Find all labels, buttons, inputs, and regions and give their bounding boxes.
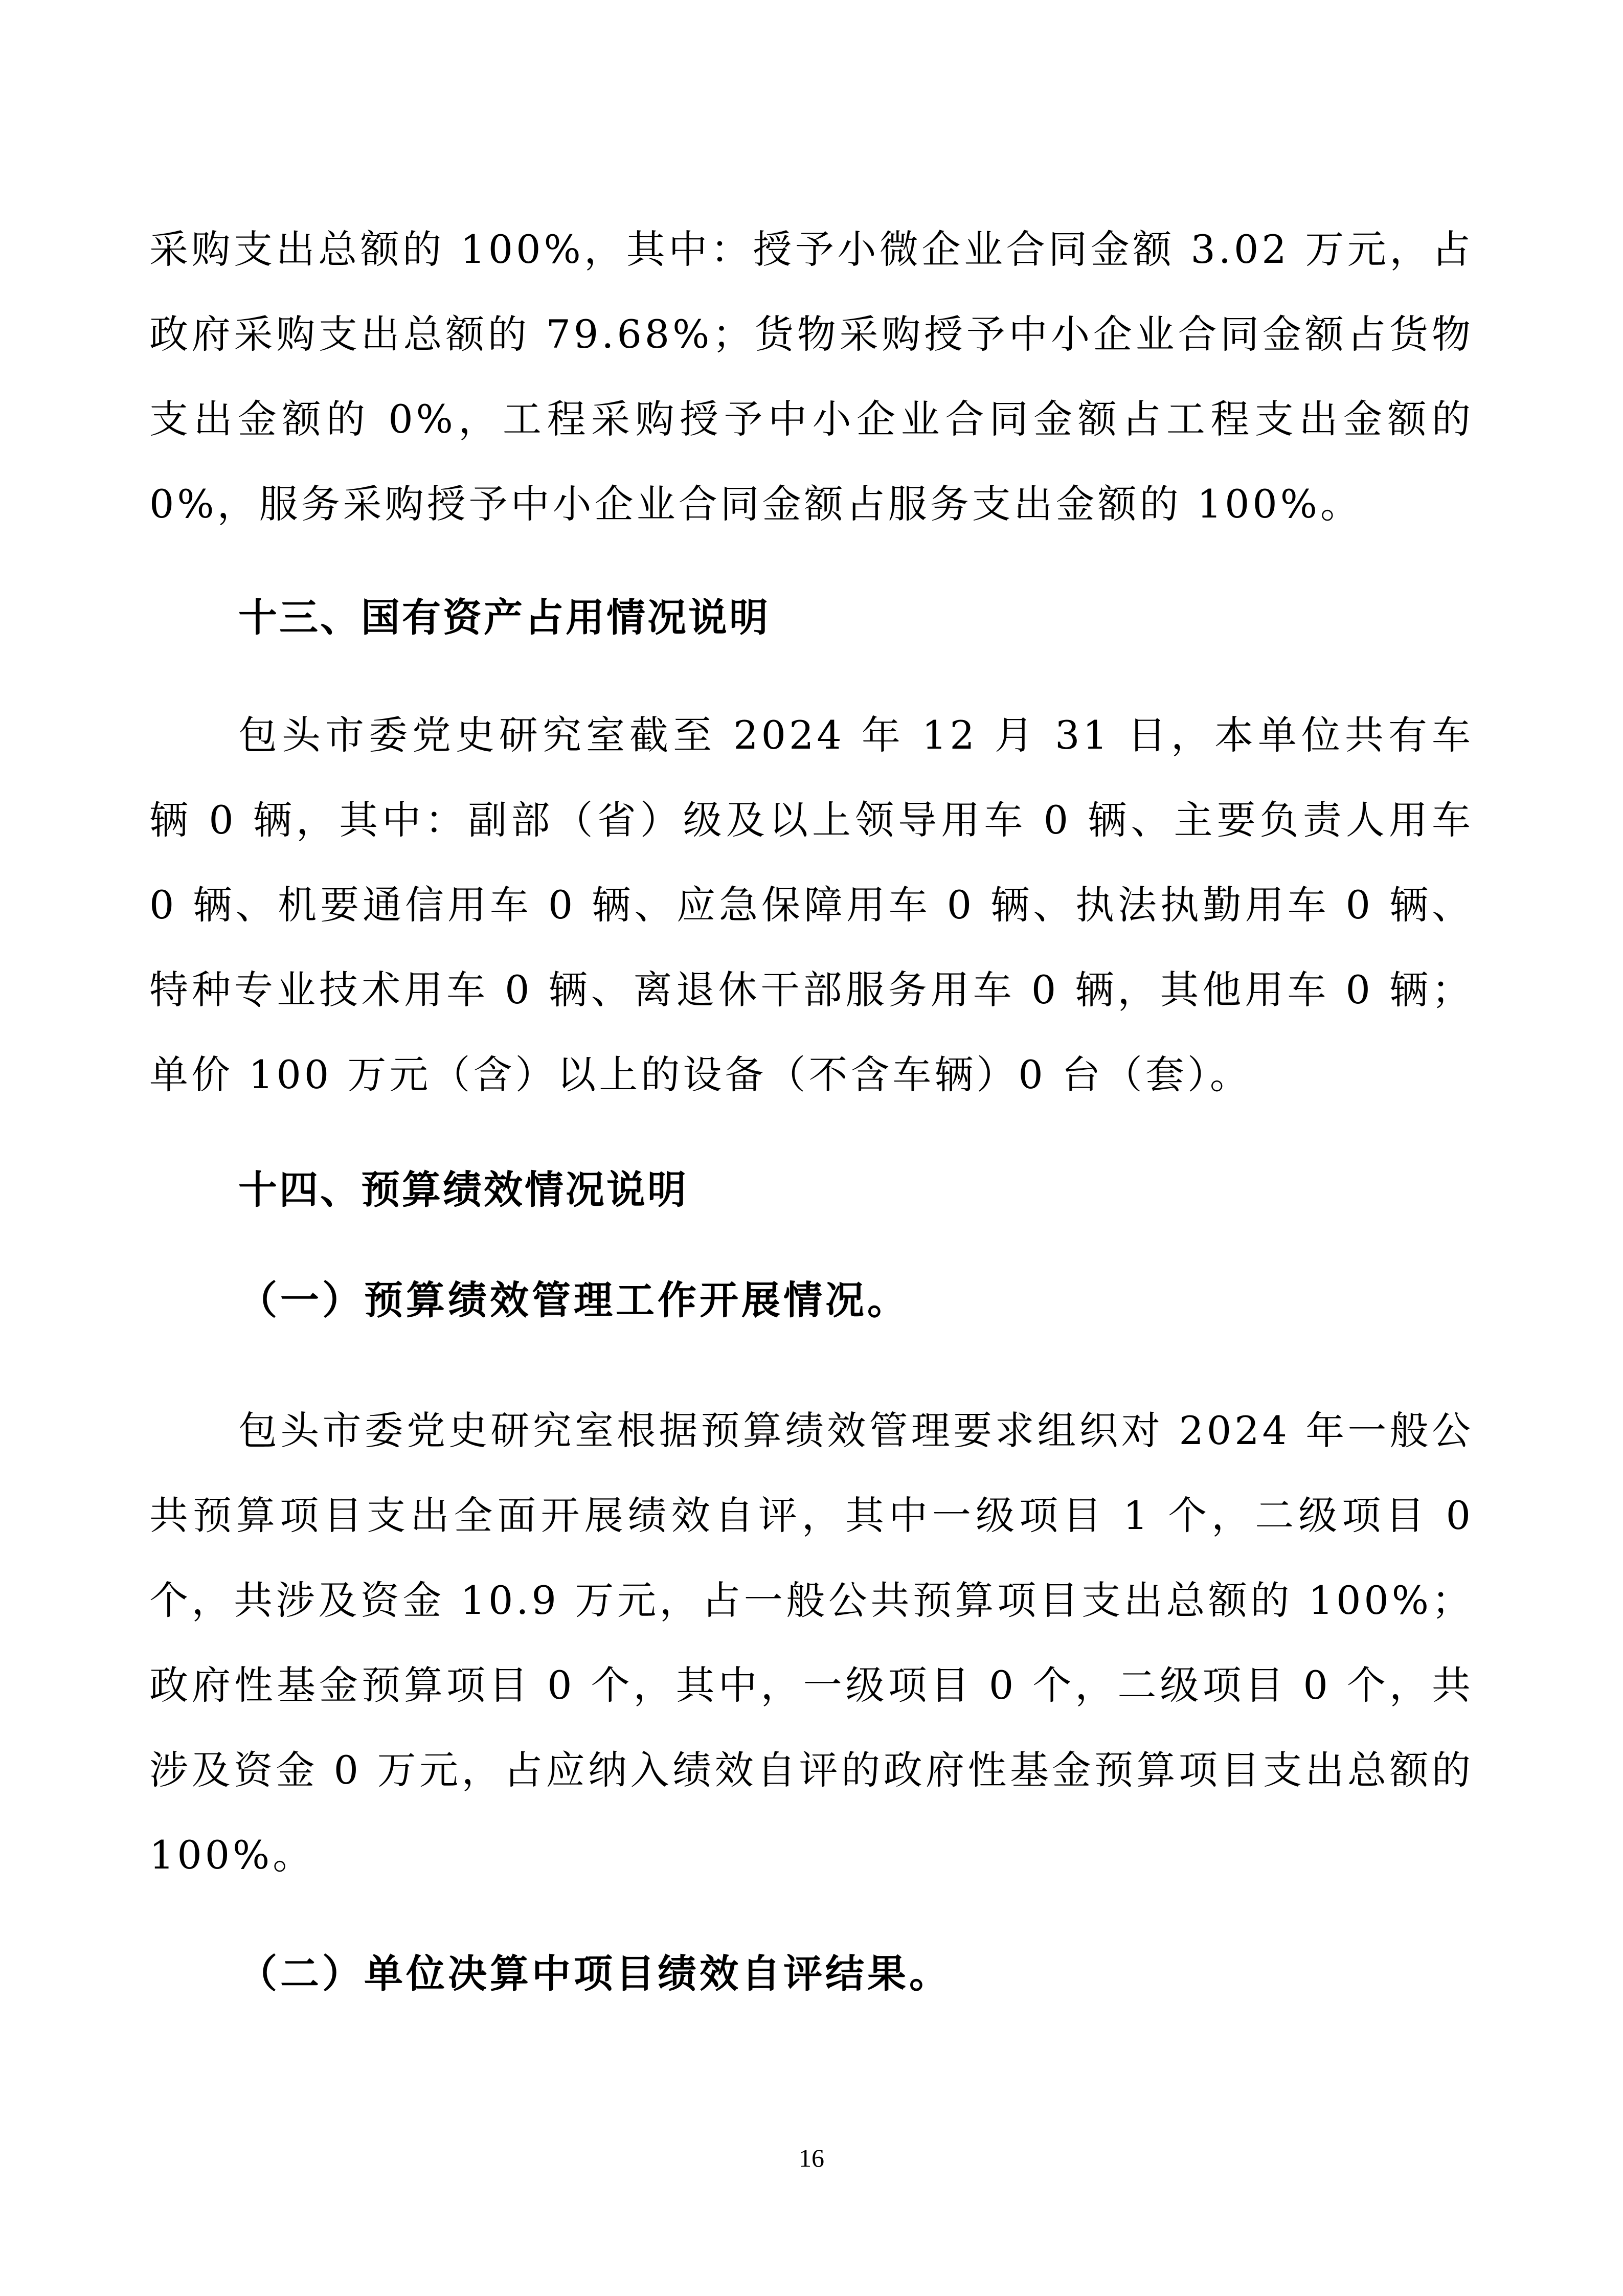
section-13-heading: 十三、国有资产占用情况说明 (238, 595, 770, 640)
section-14-heading: 十四、预算绩效情况说明 (238, 1167, 688, 1212)
subsection-2-heading: （二）单位决算中项目绩效自评结果。 (238, 1951, 951, 1996)
page-number: 16 (799, 2144, 824, 2172)
procurement-paragraph: 采购支出总额的 100%，其中：授予小微企业合同金额 3.02 万元，占政府采购支出总额的 79.68%；货物采购授予中小企业合同金额占货物支出金额的 0%，工程采购授予中小企业合同金额占工程支出金额的 0%，服务采购授予中小企业合同金额占服务支出金额的 100%。 (149, 227, 1474, 527)
asset-paragraph: 包头市委党史研究室截至 2024 年 12 月 31 日，本单位共有车辆 0 辆，其中：副部（省）级及以上领导用车 0 辆、主要负责人用车 0 辆、机要通信用车 0 辆、应急保障用车 0 辆、执法执勤用车 0 辆、特种专业技术用车 0 辆、离退休干部服务用车 0 辆，其他用车 0 辆；单价 100 万元（含）以上的设备（不含车辆）0 台（套）。 (149, 712, 1474, 1097)
subsection-1-heading: （一）预算绩效管理工作开展情况。 (238, 1277, 909, 1323)
performance-paragraph: 包头市委党史研究室根据预算绩效管理要求组织对 2024 年一般公共预算项目支出全面开展绩效自评，其中一级项目 1 个，二级项目 0 个，共涉及资金 10.9 万元，占一般公共预算项目支出总额的 100%；政府性基金预算项目 0 个，其中，一级项目 0 个，二级项目 0 个，共涉及资金 0 万元，占应纳入绩效自评的政府性基金预算项目支出总额的 100%。 (149, 1408, 1474, 1878)
